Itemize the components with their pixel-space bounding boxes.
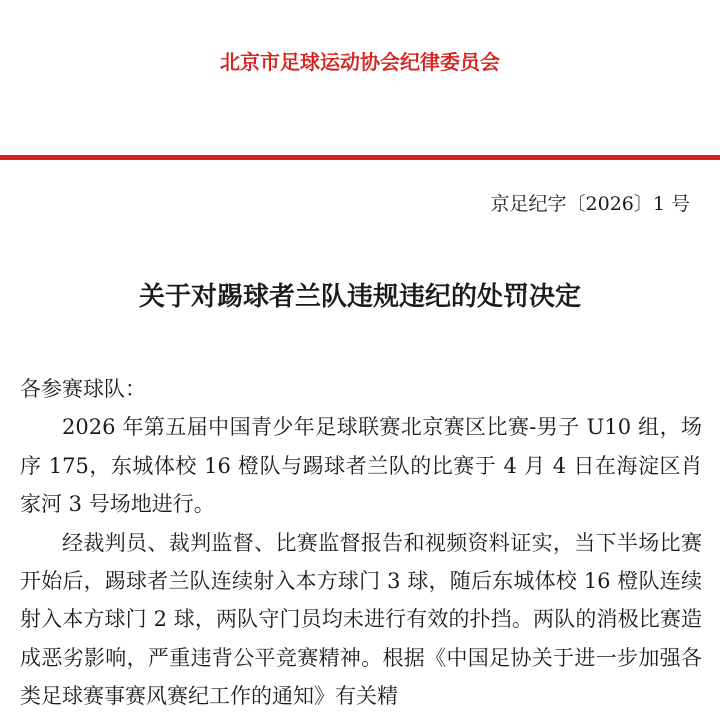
salutation: 各参赛球队： [20, 377, 146, 401]
document-number: 京足纪字〔2026〕1 号 [490, 193, 690, 215]
document-title: 关于对踢球者兰队违规违纪的处罚决定 [138, 282, 581, 312]
body-paragraph-2: 经裁判员、裁判监督、比赛监督报告和视频资料证实，当下半场比赛开始后，踢球者兰队连续射入本方球门 3 球，随后东城体校 16 橙队连续射入本方球门 2 球，两队守门员均未进行有效的扑挡。两队的消极比赛造成恶劣影响，严重违背公平竞赛精神。根据《中国足协关于进一步加强各类足球赛事赛风赛纪工作的通知》有关精 [20, 530, 702, 709]
letterhead-divider [0, 155, 720, 160]
document-body [20, 370, 702, 716]
body-paragraph-1: 2026 年第五届中国青少年足球联赛北京赛区比赛-男子 U10 组，场序 175，东城体校 16 橙队与踢球者兰队的比赛于 4 月 4 日在海淀区肖家河 3 号场地进行。 [20, 415, 702, 517]
letterhead-title: 北京市足球运动协会纪律委员会 [220, 50, 500, 74]
